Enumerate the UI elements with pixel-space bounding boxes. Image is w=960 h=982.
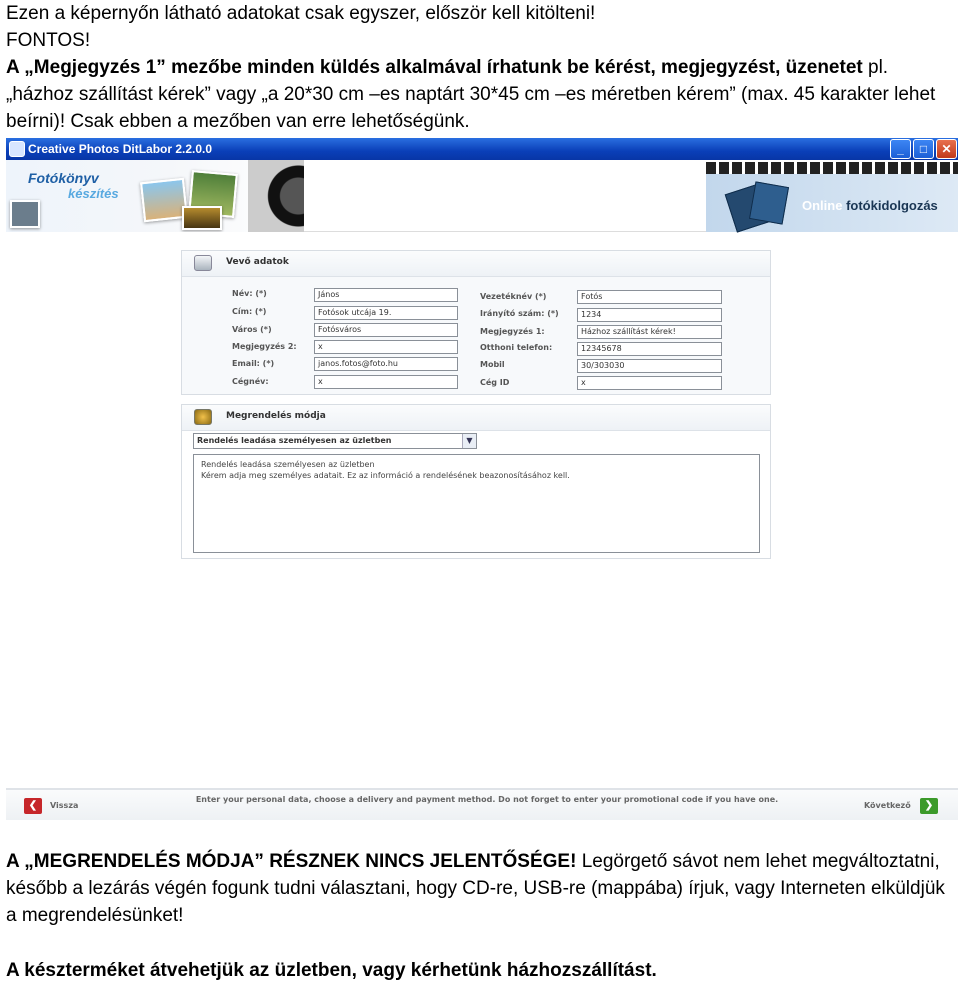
app-icon <box>9 141 25 157</box>
home-phone-input[interactable]: 12345678 <box>577 342 722 356</box>
company-name-input[interactable]: x <box>314 375 458 389</box>
outro-paragraph <box>6 848 956 929</box>
next-button[interactable]: Következő <box>864 801 911 810</box>
email-input[interactable]: janos.fotos@foto.hu <box>314 357 458 371</box>
field-label: Megjegyzés 1: <box>480 327 545 336</box>
online-label <box>802 198 938 213</box>
banner-left-title: Fotókönyv <box>28 170 99 186</box>
order-method-panel <box>181 404 771 559</box>
final-bold: A készterméket átvehetjük az üzletben, vagy kérhetünk házhozszállítást. <box>6 960 657 981</box>
maximize-button[interactable]: □ <box>913 139 934 159</box>
field-label: Otthoni telefon: <box>480 343 553 352</box>
outro-rest: Legörgető sávot nem lehet megváltoztatni, később a lezárás végén fogunk tudni választani, hogy CD-re, USB-re (mappába) írjuk, vagy Interneten elküldjük a megrendelésünket! <box>6 851 945 926</box>
note-line1: Rendelés leadása személyesen az üzletben <box>201 460 375 469</box>
first-name-input[interactable]: János <box>314 288 458 302</box>
minimize-button[interactable]: _ <box>890 139 911 159</box>
titlebar <box>6 138 958 160</box>
customer-card-icon <box>194 255 212 271</box>
intro-line1: Ezen a képernyőn látható adatokat csak egyszer, először kell kitölteni! <box>6 3 596 24</box>
intro-paragraph <box>6 0 956 135</box>
photobook-banner <box>6 160 304 232</box>
note1-input[interactable]: Házhoz szállítást kérek! <box>577 325 722 339</box>
processing-word: fotókidolgozás <box>842 198 938 213</box>
intro-instruction <box>6 54 956 135</box>
online-banner <box>706 174 958 232</box>
chevron-down-icon[interactable]: ▼ <box>462 434 476 448</box>
city-input[interactable]: Fotósváros <box>314 323 458 337</box>
field-label: Mobil <box>480 360 505 369</box>
field-label: Cégnév: <box>232 377 269 386</box>
instruction-rest: pl. „házhoz szállítást kérek” vagy „a 20*30 cm –es naptárt 30*45 cm –es méretben kérem” (max. 45 karakter lehet beírni)! Csak ebben a mezőben van erre lehetőségünk. <box>6 57 936 132</box>
field-label: Email: (*) <box>232 359 275 368</box>
online-word: Online <box>802 198 843 213</box>
field-label: Irányító szám: (*) <box>480 309 559 318</box>
order-method-description <box>193 454 760 553</box>
note2-input[interactable]: x <box>314 340 458 354</box>
next-arrow-icon[interactable]: ❯ <box>920 798 938 814</box>
sd-card-icon <box>749 181 789 224</box>
zip-code-input[interactable]: 1234 <box>577 308 722 322</box>
field-label: Megjegyzés 2: <box>232 342 297 351</box>
field-label: Név: (*) <box>232 289 267 298</box>
photo-thumbnail <box>140 178 188 222</box>
buyer-panel-header <box>182 251 770 277</box>
order-panel-title: Megrendelés módja <box>226 411 326 421</box>
navigation-bar <box>6 788 958 820</box>
outro-bold: A „MEGRENDELÉS MÓDJA” RÉSZNEK NINCS JELENTŐSÉGE! <box>6 851 577 872</box>
back-arrow-icon[interactable]: ❮ <box>24 798 42 814</box>
note-line2: Kérem adja meg személyes adatait. Ez az információ a rendelésének beazonosításához kell. <box>201 471 570 480</box>
address-input[interactable]: Fotósok utcája 19. <box>314 306 458 320</box>
close-button[interactable]: ✕ <box>936 139 957 159</box>
buyer-panel-title: Vevő adatok <box>226 257 289 267</box>
banner-left-subtitle: készítés <box>68 186 119 201</box>
app-window <box>6 138 958 828</box>
field-label: Város (*) <box>232 325 272 334</box>
camera-lens-icon <box>248 160 304 232</box>
order-method-select[interactable] <box>193 433 477 449</box>
window-title: Creative Photos DitLabor 2.2.0.0 <box>28 142 213 156</box>
delivery-icon <box>194 409 212 425</box>
banner <box>6 160 958 232</box>
company-id-input[interactable]: x <box>577 376 722 390</box>
mobile-input[interactable]: 30/303030 <box>577 359 722 373</box>
photo-thumbnail <box>182 206 222 230</box>
photo-thumbnail <box>10 200 40 228</box>
last-name-input[interactable]: Fotós <box>577 290 722 304</box>
field-label: Vezetéknév (*) <box>480 292 547 301</box>
important-label: FONTOS! <box>6 30 91 51</box>
field-label: Cég ID <box>480 378 510 387</box>
back-button[interactable]: Vissza <box>50 801 79 810</box>
order-panel-header <box>182 405 770 431</box>
instruction-hint: Enter your personal data, choose a delivery and payment method. Do not forget to enter your promotional code if you have one. <box>195 795 779 804</box>
instruction-bold: A „Megjegyzés 1” mezőbe minden küldés alkalmával írhatunk be kérést, megjegyzést, üzenetet <box>6 57 863 78</box>
order-method-selected: Rendelés leadása személyesen az üzletben <box>197 436 392 445</box>
buyer-data-panel <box>181 250 771 395</box>
field-label: Cím: (*) <box>232 307 267 316</box>
filmstrip-decoration <box>706 162 958 174</box>
final-note <box>6 957 956 982</box>
